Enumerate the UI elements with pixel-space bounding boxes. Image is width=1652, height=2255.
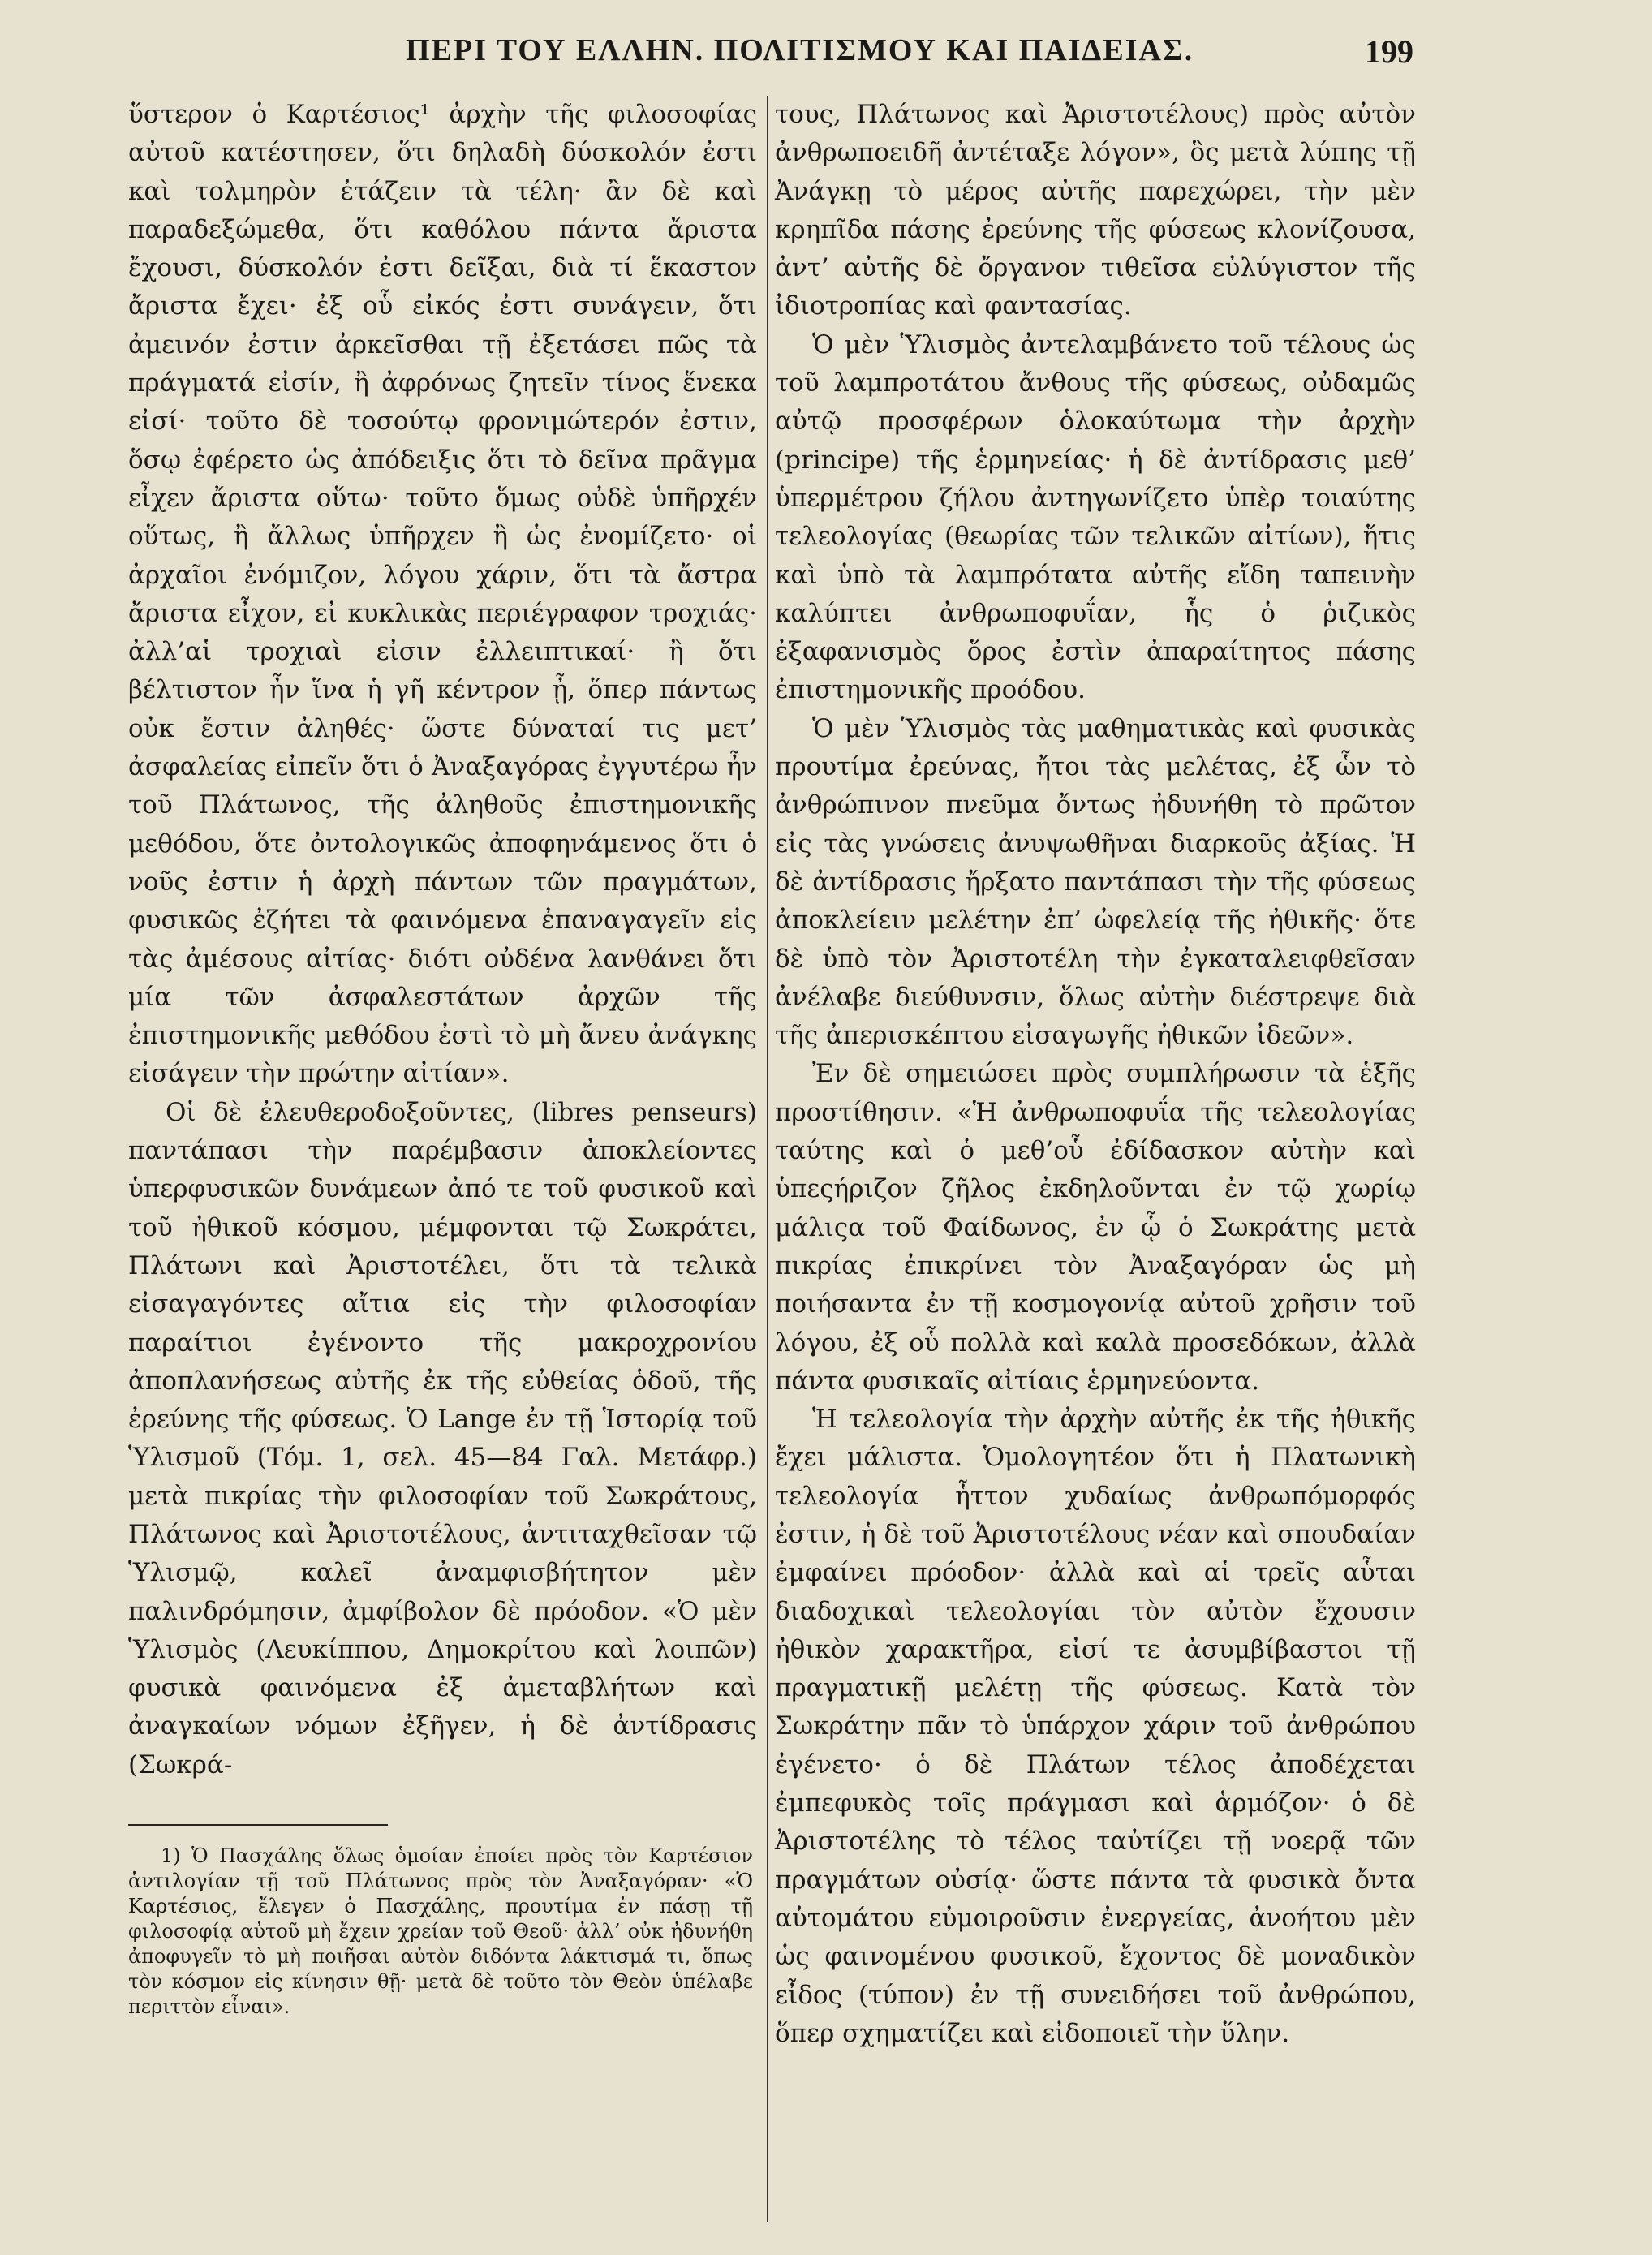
left-paragraph-1: ὕστερον ὁ Καρτέσιος¹ ἀρχὴν τῆς φιλοσοφίας αὐτοῦ κατέστησεν, ὅτι δηλαδὴ δύσκολόν ἐστι καὶ τολμηρὸν ἐτάζειν τὰ τέλη· ἂν δὲ καὶ παραδεξώμεθα, ὅτι καθόλου πάντα ἄριστα ἔχουσι, δύσκολόν ἐστι δεῖξαι, διὰ τί ἕκαστον ἄριστα ἔχει· ἐξ οὗ εἰκός ἐστι συνάγειν, ὅτι ἀμεινόν ἐστιν ἀρκεῖσθαι τῇ ἐξετάσει πῶς τὰ πράγματά εἰσίν, ἢ ἀφρόνως ζητεῖν τίνος ἕνεκα εἰσί· τοῦτο δὲ τοσούτῳ φρονιμώτερόν ἐστιν, ὅσῳ ἐφέρετο ὡς ἀπόδειξις ὅτι τὸ δεῖνα πρᾶγμα εἶχεν ἄριστα οὕτω· τοῦτο ὅμως οὐδὲ ὑπῆρχέν οὕτως, ἢ ἄλλως ὑπῆρχεν ἢ ὡς ἐνομίζετο· οἱ ἀρχαῖοι ἐνόμιζον, λόγου χάριν, ὅτι τὰ ἄστρα ἄριστα εἶχον, εἰ κυκλικὰς περιέγραφον τροχιάς· ἀλλ’αἱ τροχιαὶ εἰσιν ἐλλειπτικαί· ἢ ὅτι βέλτιστον ἦν ἵνα ἡ γῆ κέντρον ᾖ, ὅπερ πάντως οὐκ ἔστιν ἀληθές· ὥστε δύναταί τις μετ’ ἀσφαλείας εἰπεῖν ὅτι ὁ Ἀναξαγόρας ἐγγυτέρω ἦν τοῦ Πλάτωνος, τῆς ἀληθοῦς ἐπιστημονικῆς μεθόδου, ὅτε ὀντολογικῶς ἀποφηνάμενος ὅτι ὁ νοῦς ἐστιν ἡ ἀρχὴ πάντων τῶν πραγμάτων, φυσικῶς ἐζήτει τὰ φαινόμενα ἐπαναγαγεῖν εἰς τὰς ἀμέσους αἰτίας· διότι οὐδένα λανθάνει ὅτι μία τῶν ἀσφαλεστάτων ἀρχῶν τῆς ἐπιστημονικῆς μεθόδου ἐστὶ τὸ μὴ ἄνευ ἀνάγκης εἰσάγειν τὴν πρώτην αἰτίαν». [128,100,757,1089]
right-paragraph-5: Ἡ τελεολογία τὴν ἀρχὴν αὐτῆς ἐκ τῆς ἠθικῆς ἔχει μάλιστα. Ὁμολογητέον ὅτι ἡ Πλατωνικὴ τελεολογία ἧττον χυδαίως ἀνθρωπόμορφός ἐστιν, ἡ δὲ τοῦ Ἀριστοτέλους νέαν καὶ σπουδαίαν ἐμφαίνει πρόοδον· ἀλλὰ καὶ αἱ τρεῖς αὗται διαδοχικαὶ τελεολογίαι τὸν αὐτὸν ἔχουσιν ἠθικὸν χαρακτῆρα, εἰσί τε ἀσυμβίβαστοι τῇ πραγματικῇ μελέτῃ τῆς φύσεως. Κατὰ τὸν Σωκράτην πᾶν τὸ ὑπάρχον χάριν τοῦ ἀνθρώπου ἐγένετο· ὁ δὲ Πλάτων τέλος ἀποδέχεται ἐμπεφυκὸς τοῖς πράγμασι καὶ ἁρμόζον· ὁ δὲ Ἀριστοτέλης τὸ τέλος ταὐτίζει τῇ νοερᾷ τῶν πραγμάτων οὐσίᾳ· ὥστε πάντα τὰ φυσικὰ ὄντα αὐτομάτου εὐμοιροῦσιν ἐνεργείας, ἀνοήτου μὲν ὡς φαινομένου φυσικοῦ, ἔχοντος δὲ μοναδικὸν εἶδος (τύπον) ἐν τῇ συνειδήσει τοῦ ἀνθρώπου, ὅπερ σχηματίζει καὶ εἰδοποιεῖ τὴν ὕλην. [775,1405,1416,2048]
right-paragraph-4: Ἐν δὲ σημειώσει πρὸς συμπλήρωσιν τὰ ἑξῆς προστίθησιν. «Ἡ ἀνθρωποφυΐα τῆς τελεολογίας ταύτης καὶ ὁ μεθ’οὗ ἐδίδασκον αὐτὴν καὶ ὑπεςήριζον ζῆλος ἐκδηλοῦνται ἐν τῷ χωρίῳ μάλιςα τοῦ Φαίδωνος, ἐν ᾧ ὁ Σωκράτης μετὰ πικρίας ἐπικρίνει τὸν Ἀναξαγόραν ὡς μὴ ποιήσαντα ἐν τῇ κοσμογονίᾳ αὐτοῦ χρῆσιν τοῦ λόγου, ἐξ οὗ πολλὰ καὶ καλὰ προσεδόκων, ἀλλὰ πάντα φυσικαῖς αἰτίαις ἑρμηνεύοντα. [775,1059,1416,1396]
footnote-text: 1) Ὁ Πασχάλης ὅλως ὁμοίαν ἐποίει πρὸς τὸν Καρτέσιον ἀντιλογίαν τῇ τοῦ Πλάτωνος πρὸς τὸν Ἀναξαγόραν· «Ὁ Καρτέσιος, ἔλεγεν ὁ Πασχάλης, προυτίμα ἐν πάσῃ τῇ φιλοσοφίᾳ αὐτοῦ μὴ ἔχειν χρείαν τοῦ Θεοῦ· ἀλλ’ οὐκ ἠδυνήθη ἀποφυγεῖν τὸ μὴ ποιῆσαι αὐτὸν διδόντα λάκτισμά τι, ὅπως τὸν κόσμον εἰς κίνησιν θῇ· μετὰ δὲ τοῦτο τὸν Θεὸν ὑπέλαβε περιττὸν εἶναι». [128,1844,753,2018]
footnote [128,1844,753,2020]
left-paragraph-2: Οἱ δὲ ἐλευθεροδοξοῦντες, (libres penseurs) παντάπασι τὴν παρέμβασιν ἀποκλείοντες ὑπερφυσικῶν δυνάμεων ἀπό τε τοῦ φυσικοῦ καὶ τοῦ ἠθικοῦ κόσμου, μέμφονται τῷ Σωκράτει, Πλάτωνι καὶ Ἀριστοτέλει, ὅτι τὰ τελικὰ εἰσαγαγόντες αἴτια εἰς τὴν φιλοσοφίαν παραίτιοι ἐγένοντο τῆς μακροχρονίου ἀποπλανήσεως αὐτῆς ἐκ τῆς εὐθείας ὁδοῦ, τῆς ἐρεύνης τῆς φύσεως. Ὁ Lange ἐν τῇ Ἱστορίᾳ τοῦ Ὑλισμοῦ (Τόμ. 1, σελ. 45—84 Γαλ. Μετάφρ.) μετὰ πικρίας τὴν φιλοσοφίαν τοῦ Σωκράτους, Πλάτωνος καὶ Ἀριστοτέλους, ἀντιταχθεῖσαν τῷ Ὑλισμῷ, καλεῖ ἀναμφισβήτητον μὲν παλινδρόμησιν, ἀμφίβολον δὲ πρόοδον. «Ὁ μὲν Ὑλισμὸς (Λευκίππου, Δημοκρίτου καὶ λοιπῶν) φυσικὰ φαινόμενα ἐξ ἀμεταβλήτων καὶ ἀναγκαίων νόμων ἐξῆγεν, ἡ δὲ ἀντίδρασις (Σωκρά- [128,1097,757,1779]
page-number: 199 [1365,33,1413,70]
running-title: ΠΕΡΙ ΤΟΥ ΕΛΛΗΝ. ΠΟΛΙΤΙΣΜΟΥ ΚΑΙ ΠΑΙΔΕΙΑΣ. [406,33,1194,67]
right-column [775,96,1416,2053]
right-paragraph-1: τους, Πλάτωνος καὶ Ἀριστοτέλους) πρὸς αὐτὸν ἀνθρωποειδῆ ἀντέταξε λόγον», ὃς μετὰ λύπης τῇ Ἀνάγκῃ τὸ μέρος αὐτῆς παρεχώρει, τὴν μὲν κρηπῖδα πάσης ἐρεύνης τῆς φύσεως κλονίζουσα, ἀντ’ αὐτῆς δὲ ὄργανον τιθεῖσα εὐλύγιστον τῆς ἰδιοτροπίας καὶ φαντασίας. [775,100,1416,321]
footnote-rule [128,1824,388,1826]
column-divider [767,96,768,2222]
running-header [0,32,1652,81]
right-paragraph-3: Ὁ μὲν Ὑλισμὸς τὰς μαθηματικὰς καὶ φυσικὰς προυτίμα ἐρεύνας, ἤτοι τὰς μελέτας, ἐξ ὧν τὸ ἀνθρώπινον πνεῦμα ὄντως ἠδυνήθη τὸ πρῶτον εἰς τὰς γνώσεις ἀνυψωθῆναι διαρκοῦς ἀξίας. Ἡ δὲ ἀντίδρασις ἤρξατο παντάπασι τὴν τῆς φύσεως ἀποκλείειν μελέτην ἐπ’ ὠφελείᾳ τῆς ἠθικῆς· ὅτε δὲ ὑπὸ τὸν Ἀριστοτέλη τὴν ἐγκαταλειφθεῖσαν ἀνέλαβε διεύθυνσιν, ὅλως αὐτὴν διέστρεψε διὰ τῆς ἀπερισκέπτου εἰσαγωγῆς ἠθικῶν ἰδεῶν». [775,713,1416,1051]
right-paragraph-2: Ὁ μὲν Ὑλισμὸς ἀντελαμβάνετο τοῦ τέλους ὡς τοῦ λαμπροτάτου ἄνθους τῆς φύσεως, οὐδαμῶς αὐτῷ προσφέρων ὁλοκαύτωμα τὴν ἀρχὴν (principe) τῆς ἑρμηνείας· ἡ δὲ ἀντίδρασις μεθ’ ὑπερμέτρου ζήλου ἀντηγωνίζετο ὑπὲρ τοιαύτης τελεολογίας (θεωρίας τῶν τελικῶν αἰτίων), ἥτις καὶ ὑπὸ τὰ λαμπρότατα αὐτῆς εἴδη ταπεινὴν καλύπτει ἀνθρωποφυΐαν, ἧς ὁ ῥιζικὸς ἐξαφανισμὸς ὅρος ἐστὶν ἀπαραίτητος πάσης ἐπιστημονικῆς προόδου. [775,329,1416,705]
left-column [128,96,757,1784]
